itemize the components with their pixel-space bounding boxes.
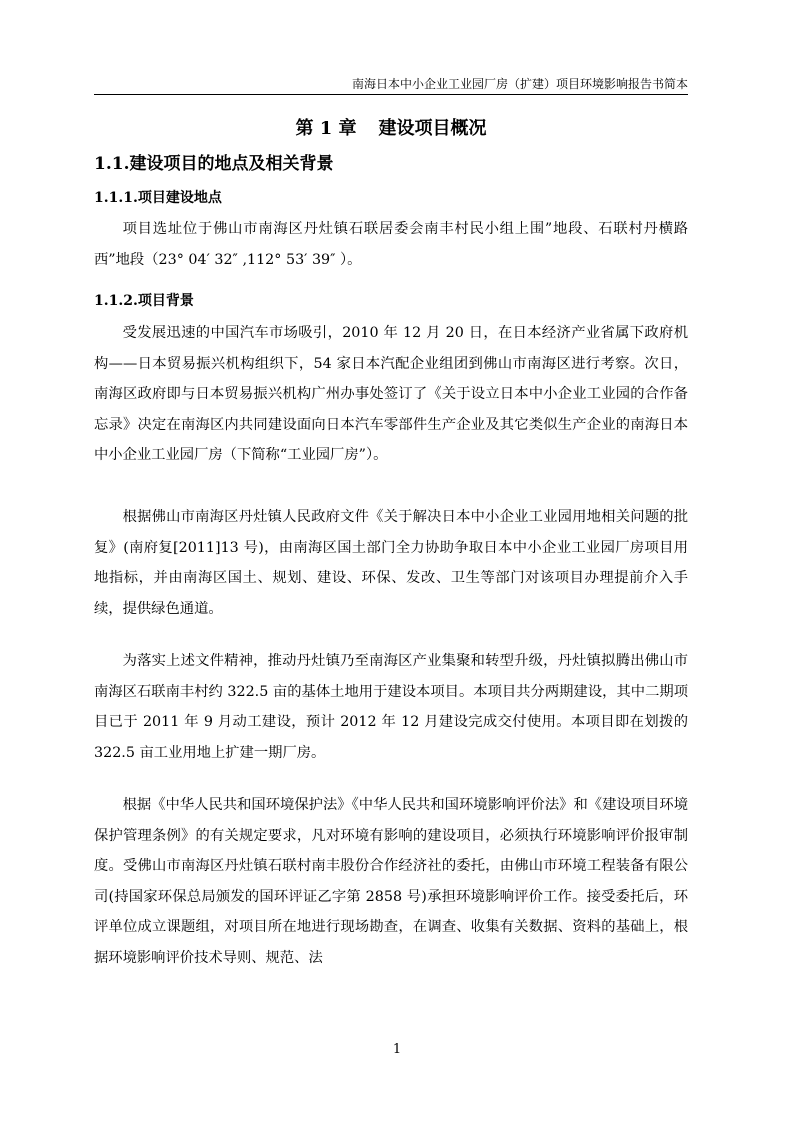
paragraph-background-3: 为落实上述文件精神，推动丹灶镇乃至南海区产业集聚和转型升级，丹灶镇拟腾出佛山市南海区石联南丰村约 322.5 亩的基体土地用于建设本项目。本项目共分两期建设，其中二期项目已于 2011 年 9 月动工建设，预计 2012 年 12 月建设完成交付使用。本项目即在划拨的 322.5 亩工业用地上扩建一期厂房。 [94, 653, 688, 761]
paragraph-background-4: 根据《中华人民共和国环境保护法》《中华人民共和国环境影响评价法》和《建设项目环境保护管理条例》的有关规定要求，凡对环境有影响的建设项目，必须执行环境影响评价报审制度。受佛山市南海区丹灶镇石联村南丰股份合作经济社的委托，由佛山市环境工程装备有限公司(持国家环保总局颁发的国环评证乙字第 2858 号)承担环境影响评价工作。接受委托后，环评单位成立课题组，对项目所在地进行现场勘查，在调查、收集有关数据、资料的基础上，根据环境影响评价技术导则、规范、法 [94, 797, 688, 966]
running-header [94, 74, 688, 95]
chapter-name: 建设项目概况 [378, 118, 487, 139]
paragraph-project-location: 项目选址位于佛山市南海区丹灶镇石联居委会南丰村民小组上围”地段、石联村丹横路西”地段（23° 04′ 32″ ,112° 53′ 39″ ）。 [94, 221, 688, 268]
chapter-title [94, 114, 688, 144]
section-heading-1-1-2: 1.1.2.项目背景 [94, 293, 194, 309]
section-heading-1-1-1: 1.1.1.项目建设地点 [94, 190, 222, 206]
paragraph-background-1: 受发展迅速的中国汽车市场吸引，2010 年 12 月 20 日，在日本经济产业省属下政府机构——日本贸易振兴机构组织下，54 家日本汽配企业组团到佛山市南海区进行考察。次日，南海区政府即与日本贸易振兴机构广州办事处签订了《关于设立日本中小企业工业园的合作备忘录》决定在南海区内共同建设面向日本汽车零部件生产企业及其它类似生产企业的南海日本中小企业工业园厂房（下简称“工业园厂房”）。 [94, 325, 688, 463]
section-heading-1-1: 1.1.建设项目的地点及相关背景 [94, 154, 334, 174]
running-header-title: 南海日本中小企业工业园厂房（扩建）项目环境影响报告书简本 [351, 77, 688, 91]
chapter-number: 第 1 章 [295, 118, 357, 139]
page-number: 1 [392, 1042, 402, 1057]
paragraph-background-2: 根据佛山市南海区丹灶镇人民政府文件《关于解决日本中小企业工业园用地相关问题的批复》(南府复[2011]13 号)，由南海区国土部门全力协助争取日本中小企业工业园厂房项目用地指标，并由南海区国土、规划、建设、环保、发改、卫生等部门对该项目办理提前介入手续，提供绿色通道。 [94, 509, 688, 617]
